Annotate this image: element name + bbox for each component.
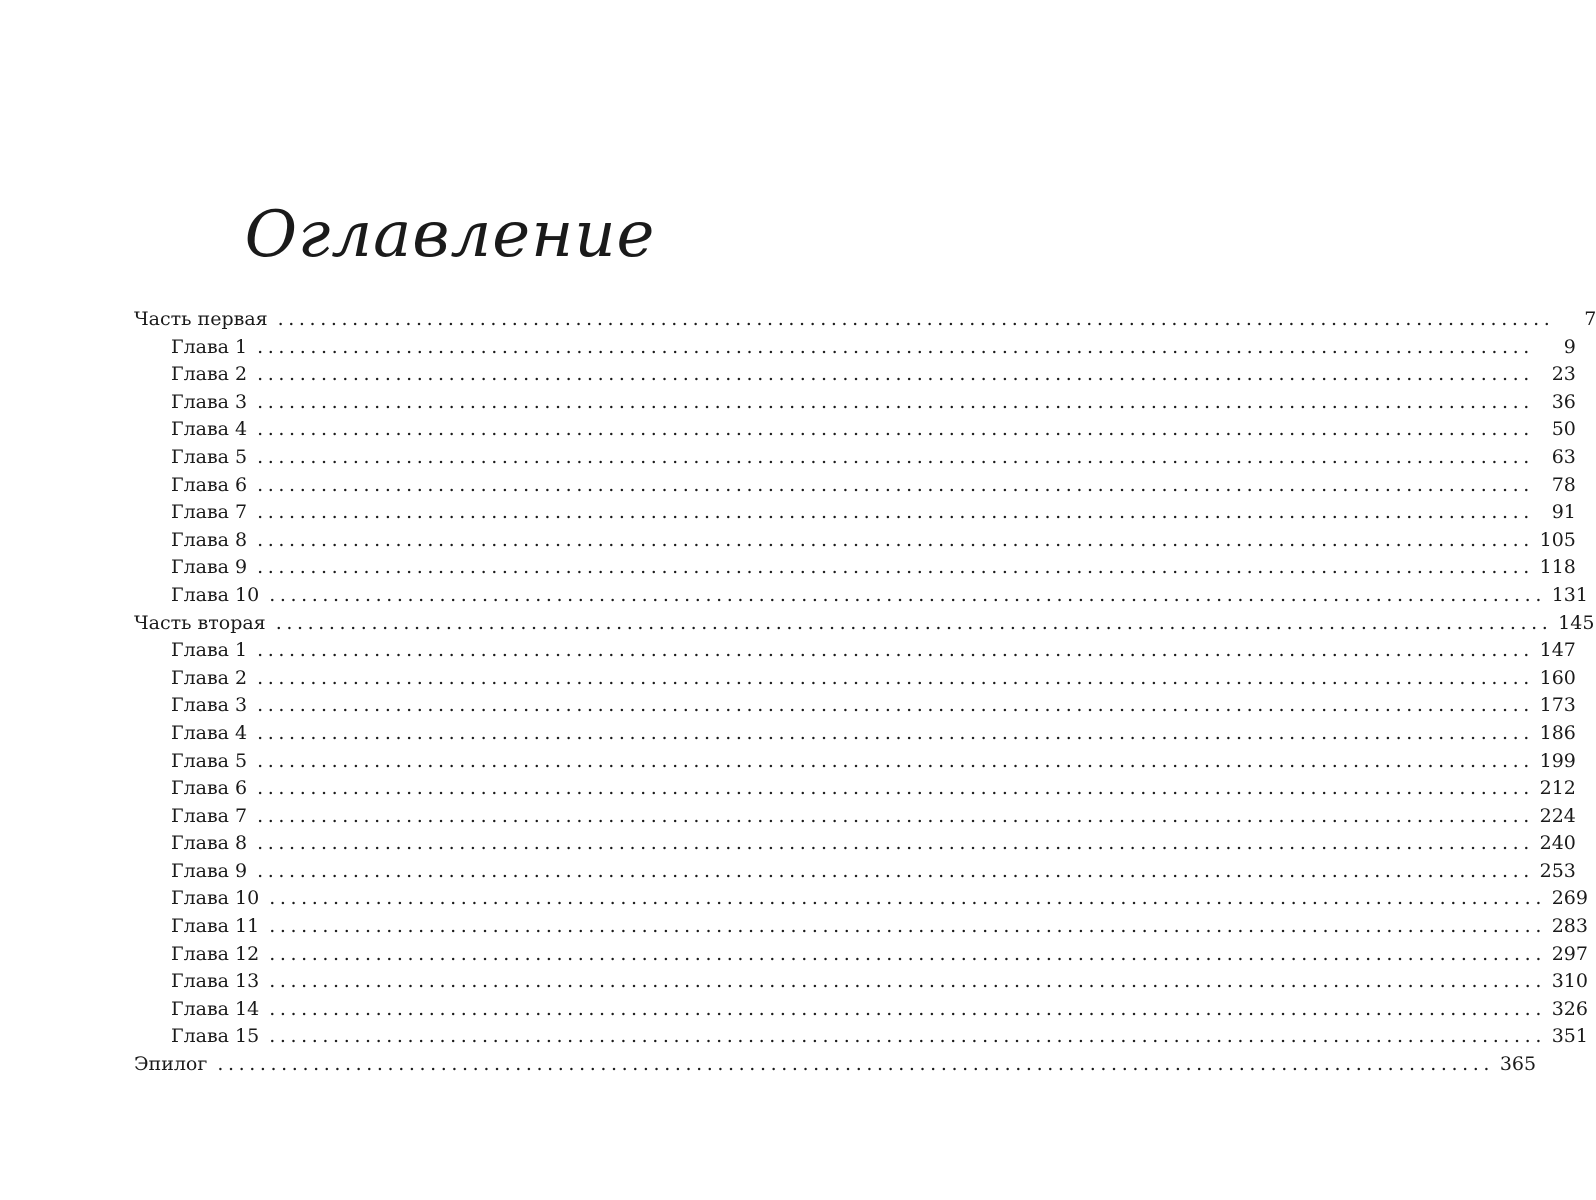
toc-page-number: 224	[1539, 804, 1576, 827]
toc-chapter-entry	[134, 748, 1576, 776]
toc-chapter-entry	[134, 472, 1576, 500]
dot-leader: ........................................................................................................................	[257, 859, 1534, 882]
toc-page-number: 9	[1563, 335, 1576, 358]
toc-chapter-entry	[134, 665, 1576, 693]
toc-entry-label: Глава 4	[171, 418, 248, 441]
toc-entry-label: Глава 1	[171, 335, 248, 358]
toc-page-number: 199	[1539, 749, 1576, 772]
toc-entry-label: Глава 10	[171, 887, 260, 910]
toc-entry-label: Глава 9	[171, 859, 248, 882]
dot-leader: ........................................................................................................................	[257, 418, 1534, 441]
dot-leader: ........................................................................................................................	[269, 1025, 1546, 1048]
dot-leader: ........................................................................................................................	[277, 308, 1555, 330]
toc-chapter-entry	[134, 913, 1588, 941]
toc-entry-label: Глава 13	[171, 970, 260, 993]
table-of-contents	[134, 306, 1596, 1079]
toc-entry-label: Глава 11	[171, 915, 260, 938]
toc-entry-label: Эпилог	[134, 1053, 208, 1076]
toc-chapter-entry	[134, 582, 1588, 610]
toc-page-number: 145	[1558, 611, 1595, 634]
toc-chapter-entry	[134, 499, 1576, 527]
dot-leader: ........................................................................................................................	[269, 970, 1546, 993]
dot-leader: ........................................................................................................................	[269, 583, 1546, 606]
toc-entry-label: Часть вторая	[134, 611, 266, 634]
toc-chapter-entry	[134, 858, 1576, 886]
dot-leader: ........................................................................................................................	[257, 556, 1534, 579]
toc-entry-label: Глава 2	[171, 666, 248, 689]
toc-page-number: 351	[1551, 1025, 1588, 1048]
toc-part-entry	[134, 610, 1595, 638]
toc-page-number: 36	[1551, 390, 1576, 413]
toc-chapter-entry	[134, 554, 1576, 582]
toc-page-number: 212	[1539, 777, 1576, 800]
toc-entry-label: Глава 2	[171, 363, 248, 386]
toc-chapter-entry	[134, 692, 1576, 720]
dot-leader: ........................................................................................................................	[269, 997, 1546, 1020]
toc-chapter-entry	[134, 803, 1576, 831]
toc-page-number: 240	[1539, 832, 1576, 855]
dot-leader: ........................................................................................................................	[257, 666, 1534, 689]
toc-chapter-entry	[134, 416, 1576, 444]
toc-page-number: 160	[1539, 666, 1576, 689]
toc-chapter-entry	[134, 334, 1576, 362]
toc-entry-label: Глава 8	[171, 832, 248, 855]
dot-leader: ........................................................................................................................	[257, 749, 1534, 772]
toc-chapter-entry	[134, 775, 1576, 803]
dot-leader: ........................................................................................................................	[257, 694, 1534, 717]
dot-leader: ........................................................................................................................	[257, 639, 1534, 662]
toc-page-number: 23	[1551, 363, 1576, 386]
toc-entry-label: Глава 7	[171, 501, 248, 524]
toc-chapter-entry	[134, 361, 1576, 389]
toc-page-number: 50	[1551, 418, 1576, 441]
dot-leader: ........................................................................................................................	[269, 942, 1546, 965]
toc-entry-label: Глава 6	[171, 473, 248, 496]
toc-entry-label: Глава 12	[171, 942, 260, 965]
toc-part-entry	[134, 1051, 1537, 1079]
toc-entry-label: Часть первая	[134, 308, 268, 330]
toc-part-entry	[134, 306, 1596, 334]
page-title: Оглавление	[244, 198, 656, 272]
dot-leader: ........................................................................................................................	[257, 832, 1534, 855]
toc-chapter-entry	[134, 637, 1576, 665]
toc-entry-label: Глава 6	[171, 777, 248, 800]
toc-entry-label: Глава 15	[171, 1025, 260, 1048]
toc-page-number: 7	[1584, 308, 1596, 330]
dot-leader: ........................................................................................................................	[269, 887, 1546, 910]
toc-entry-label: Глава 8	[171, 528, 248, 551]
dot-leader: ........................................................................................................................	[257, 363, 1534, 386]
toc-entry-label: Глава 14	[171, 997, 260, 1020]
toc-entry-label: Глава 5	[171, 445, 248, 468]
toc-entry-label: Глава 3	[171, 390, 248, 413]
toc-entry-label: Глава 1	[171, 639, 248, 662]
toc-page-number: 78	[1551, 473, 1576, 496]
dot-leader: ........................................................................................................................	[275, 611, 1553, 634]
dot-leader: ........................................................................................................................	[269, 915, 1546, 938]
toc-chapter-entry	[134, 444, 1576, 472]
dot-leader: ........................................................................................................................	[257, 804, 1534, 827]
toc-entry-label: Глава 7	[171, 804, 248, 827]
toc-chapter-entry	[134, 389, 1576, 417]
toc-page-number: 118	[1539, 556, 1576, 579]
toc-page-number: 365	[1499, 1053, 1537, 1076]
toc-page-number: 297	[1551, 942, 1588, 965]
dot-leader: ........................................................................................................................	[257, 528, 1534, 551]
dot-leader: ........................................................................................................................	[257, 777, 1534, 800]
dot-leader: ........................................................................................................................	[257, 473, 1534, 496]
toc-chapter-entry	[134, 720, 1576, 748]
toc-chapter-entry	[134, 527, 1576, 555]
dot-leader: ........................................................................................................................	[257, 390, 1534, 413]
toc-chapter-entry	[134, 830, 1576, 858]
toc-entry-label: Глава 3	[171, 694, 248, 717]
toc-page-number: 147	[1539, 639, 1576, 662]
toc-page-number: 269	[1551, 887, 1588, 910]
dot-leader: ........................................................................................................................	[217, 1053, 1495, 1076]
toc-page-number: 173	[1539, 694, 1576, 717]
toc-chapter-entry	[134, 941, 1588, 969]
toc-page-number: 63	[1551, 445, 1576, 468]
toc-entry-label: Глава 9	[171, 556, 248, 579]
dot-leader: ........................................................................................................................	[257, 721, 1534, 744]
toc-page-number: 91	[1551, 501, 1576, 524]
toc-chapter-entry	[134, 885, 1588, 913]
toc-chapter-entry	[134, 1023, 1588, 1051]
toc-entry-label: Глава 5	[171, 749, 248, 772]
toc-page-number: 326	[1551, 997, 1588, 1020]
toc-page-number: 310	[1551, 970, 1588, 993]
toc-page-number: 105	[1539, 528, 1576, 551]
toc-chapter-entry	[134, 968, 1588, 996]
toc-entry-label: Глава 4	[171, 721, 248, 744]
toc-page-number: 283	[1551, 915, 1588, 938]
toc-chapter-entry	[134, 996, 1588, 1024]
dot-leader: ........................................................................................................................	[257, 445, 1534, 468]
toc-page-number: 131	[1551, 583, 1588, 606]
toc-page-number: 186	[1539, 721, 1576, 744]
toc-entry-label: Глава 10	[171, 583, 260, 606]
dot-leader: ........................................................................................................................	[257, 335, 1534, 358]
toc-page-number: 253	[1539, 859, 1576, 882]
dot-leader: ........................................................................................................................	[257, 501, 1534, 524]
